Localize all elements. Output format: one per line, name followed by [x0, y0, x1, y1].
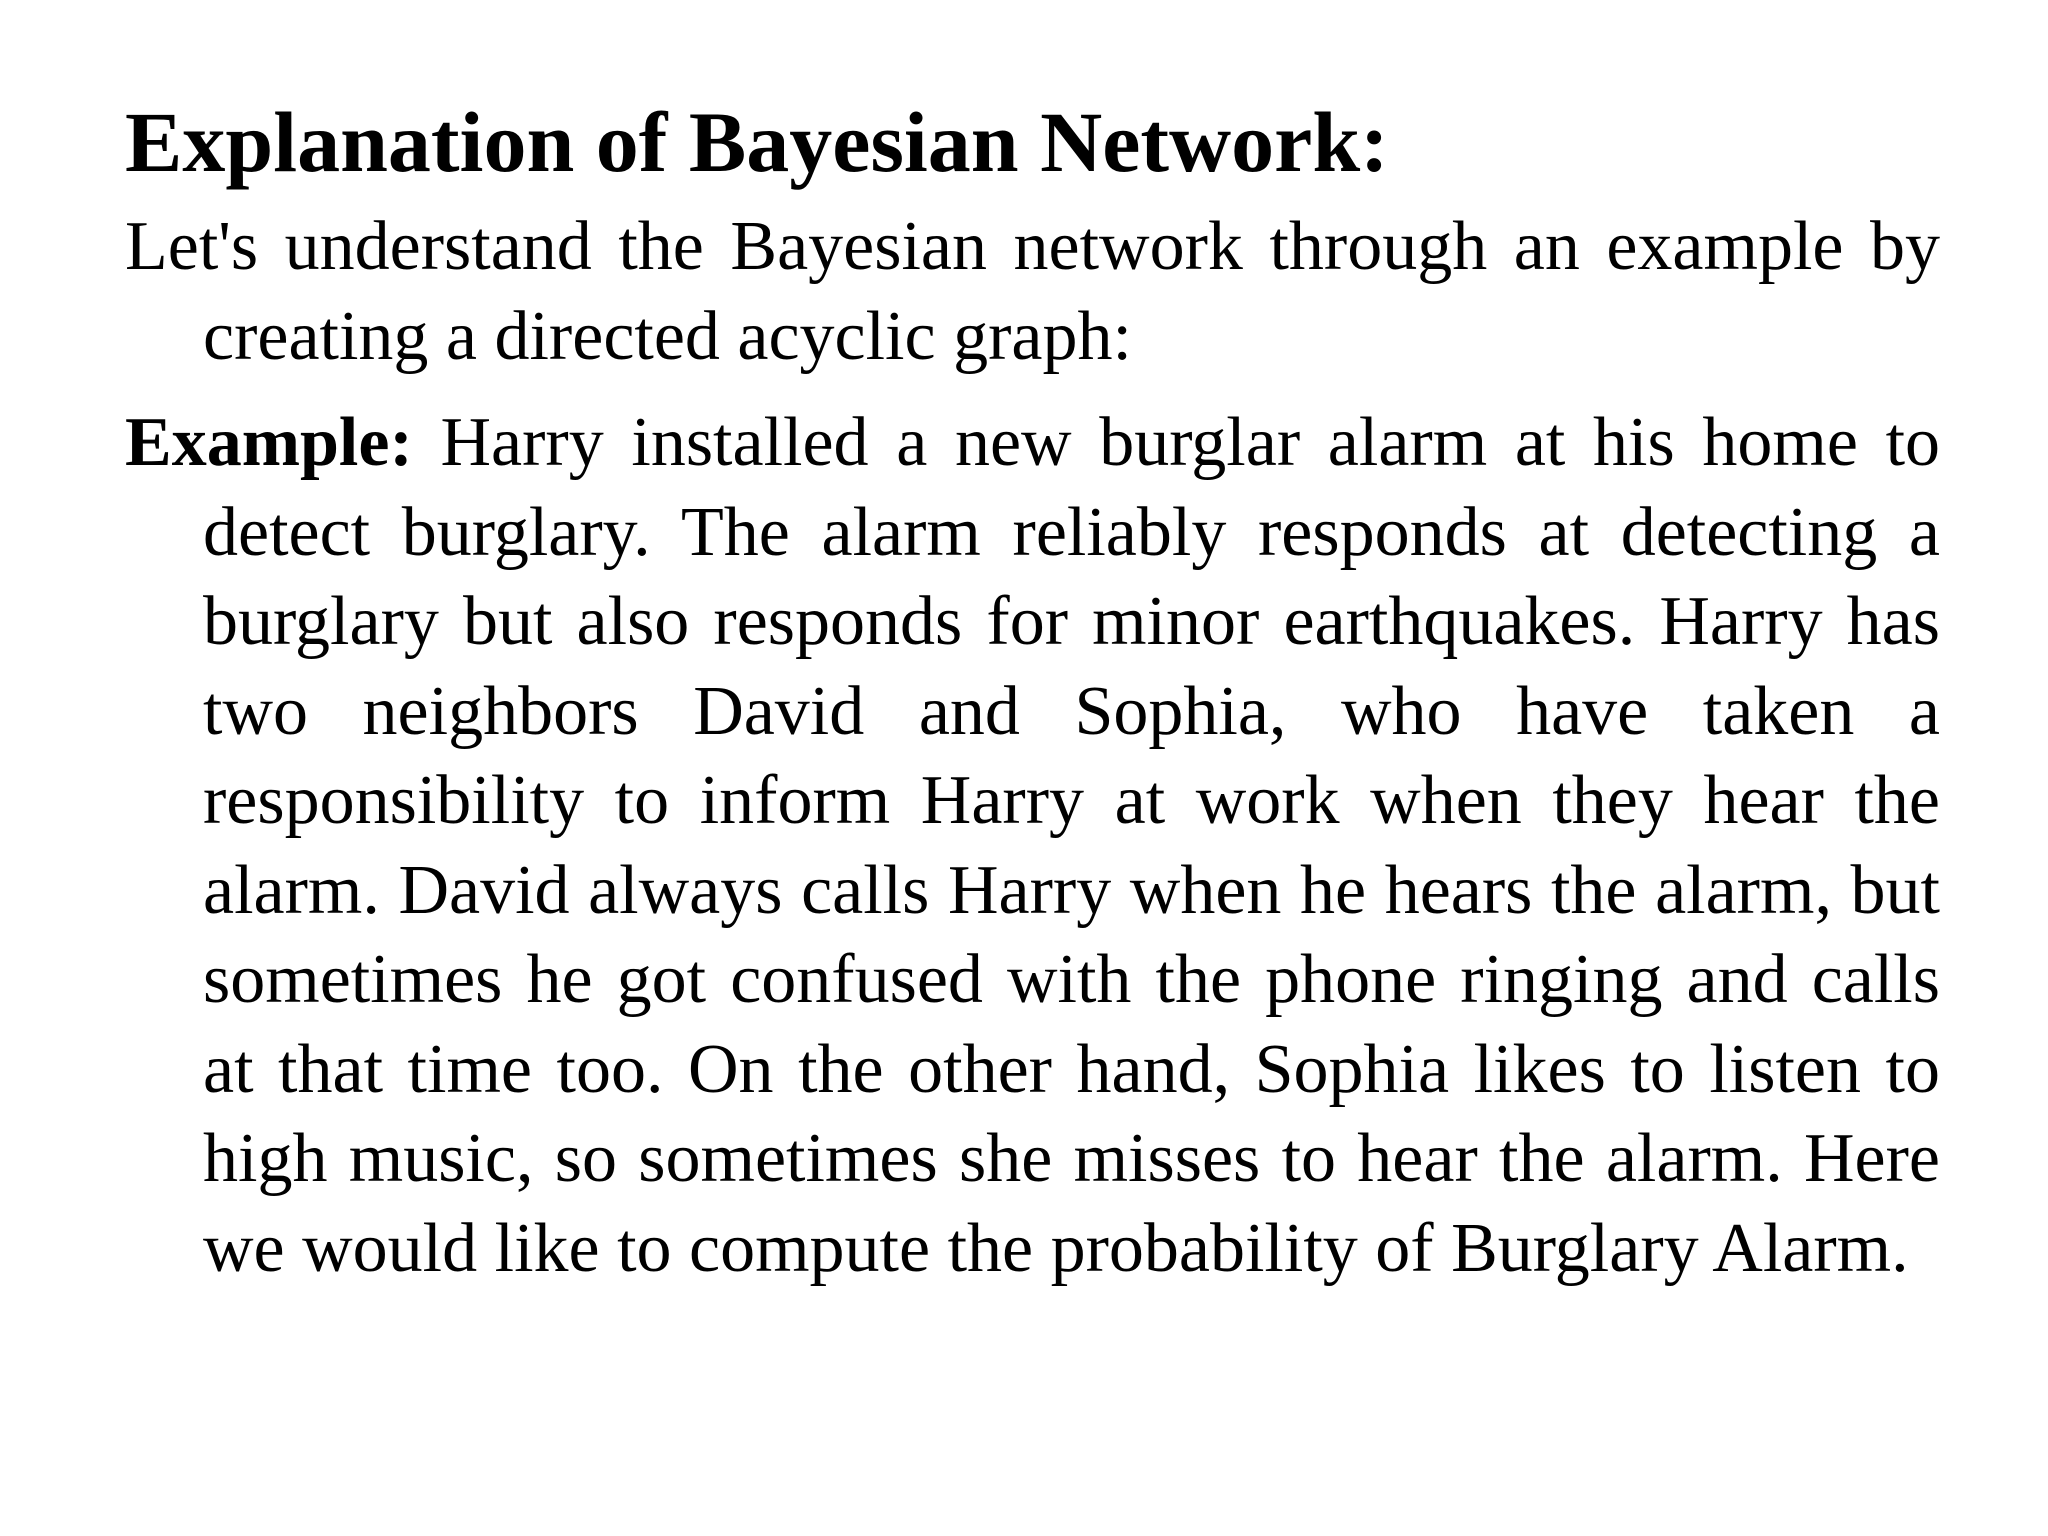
intro-paragraph: Let's understand the Bayesian network through an example by creating a directed acyclic graph: — [125, 208, 1940, 375]
page-title: Explanation of Bayesian Network: — [125, 94, 1389, 190]
slide-content — [125, 92, 1940, 1293]
example-label: Example: — [125, 404, 413, 481]
example-paragraph — [125, 398, 1940, 1293]
example-text: Harry installed a new burglar alarm at his home to detect burglary. The alarm reliably responds at detecting a burglary but also responds for minor earthquakes. Harry has two neighbors David and Sophia, who have taken a responsibility to inform Harry at work when they hear the alarm. David always calls Harry when he hears the alarm, but sometimes he got confused with the phone ringing and calls at that time too. On the other hand, Sophia likes to listen to high music, so sometimes she misses to hear the alarm. Here we would like to compute the probability of Burglary Alarm. — [203, 404, 1941, 1287]
